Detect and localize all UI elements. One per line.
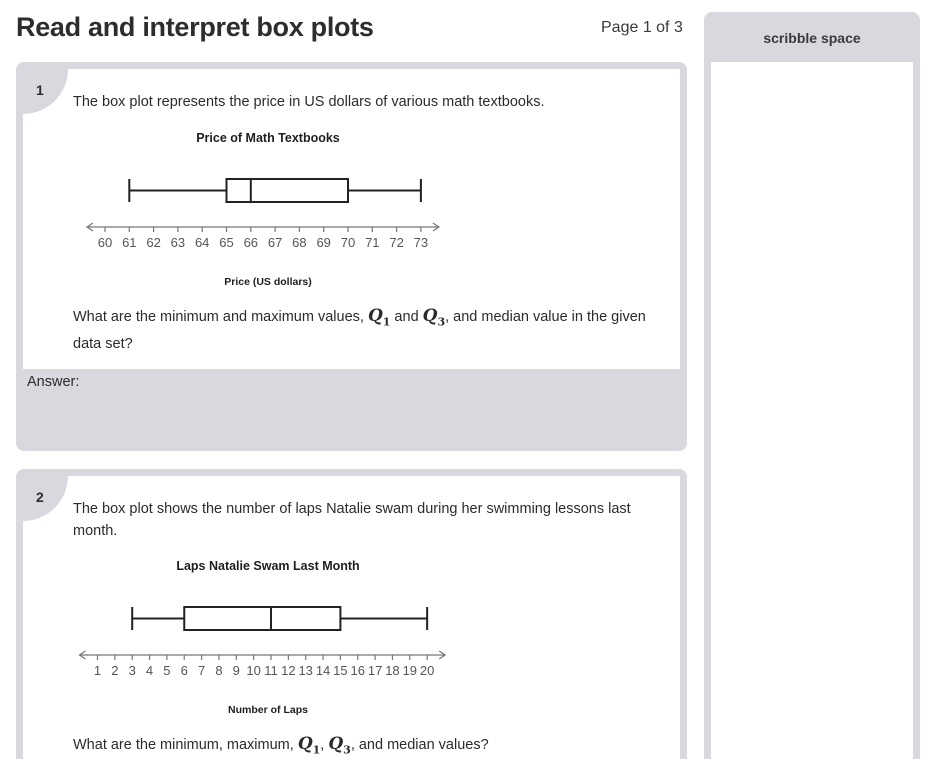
svg-text:69: 69 — [316, 235, 331, 250]
x-axis-label: Price (US dollars) — [224, 276, 312, 288]
svg-text:61: 61 — [122, 235, 137, 250]
svg-text:62: 62 — [146, 235, 161, 250]
svg-text:8: 8 — [215, 663, 223, 678]
svg-text:18: 18 — [385, 663, 400, 678]
svg-text:1: 1 — [93, 663, 102, 678]
svg-text:65: 65 — [219, 235, 234, 250]
svg-text:13: 13 — [298, 663, 313, 678]
box-plot-chart — [23, 597, 623, 697]
question-card-2 — [16, 469, 687, 759]
page-indicator: Page 1 of 3 — [601, 19, 683, 36]
svg-text:4: 4 — [145, 663, 154, 678]
question-number-tab — [23, 69, 68, 114]
svg-text:2: 2 — [111, 663, 119, 678]
svg-text:3: 3 — [128, 663, 136, 678]
answer-label: Answer: — [27, 374, 80, 390]
svg-text:67: 67 — [267, 235, 283, 250]
svg-text:72: 72 — [389, 235, 404, 250]
question-number: 1 — [36, 82, 44, 98]
chart-title: Price of Math Textbooks — [196, 131, 340, 145]
answer-field[interactable] — [16, 369, 687, 451]
svg-text:9: 9 — [232, 663, 240, 678]
question-prompt: The box plot represents the price in US dollars of various math textbooks. — [73, 94, 545, 110]
svg-text:7: 7 — [197, 663, 206, 678]
svg-text:70: 70 — [340, 235, 356, 250]
svg-text:19: 19 — [402, 663, 418, 678]
svg-text:73: 73 — [413, 235, 429, 250]
svg-text:14: 14 — [315, 663, 331, 678]
svg-text:66: 66 — [243, 235, 259, 250]
question-number-tab — [23, 476, 68, 521]
svg-text:64: 64 — [194, 235, 210, 250]
question-body — [23, 69, 680, 369]
box-plot-chart — [23, 169, 623, 269]
x-axis-label: Number of Laps — [228, 704, 308, 716]
svg-text:17: 17 — [367, 663, 383, 678]
svg-text:68: 68 — [292, 235, 307, 250]
svg-text:12: 12 — [281, 663, 296, 678]
svg-text:20: 20 — [419, 663, 435, 678]
svg-text:15: 15 — [333, 663, 348, 678]
question-prompt: The box plot shows the number of laps Natalie swam during her swimming lessons last month. — [73, 501, 631, 539]
scribble-panel — [704, 12, 920, 759]
svg-text:16: 16 — [350, 663, 365, 678]
scribble-area[interactable] — [711, 62, 913, 759]
question-card-1 — [16, 62, 687, 451]
question-body — [23, 476, 680, 759]
svg-text:10: 10 — [246, 663, 261, 678]
svg-text:6: 6 — [180, 663, 188, 678]
svg-text:71: 71 — [365, 235, 380, 250]
chart-title: Laps Natalie Swam Last Month — [176, 559, 360, 573]
page-title: Read and interpret box plots — [16, 12, 374, 42]
question-number: 2 — [36, 489, 44, 505]
question-text: What are the minimum and maximum values, $Q_1$ and $Q_3$, and median value in the given data set? — [73, 306, 646, 353]
svg-text:63: 63 — [170, 235, 186, 250]
svg-text:60: 60 — [97, 235, 113, 250]
svg-text:11: 11 — [264, 663, 278, 678]
svg-text:5: 5 — [163, 663, 171, 678]
scribble-label: scribble space — [763, 30, 861, 46]
question-text: What are the minimum, maximum, $Q_1$, $Q_3$, and median values? — [73, 734, 489, 757]
